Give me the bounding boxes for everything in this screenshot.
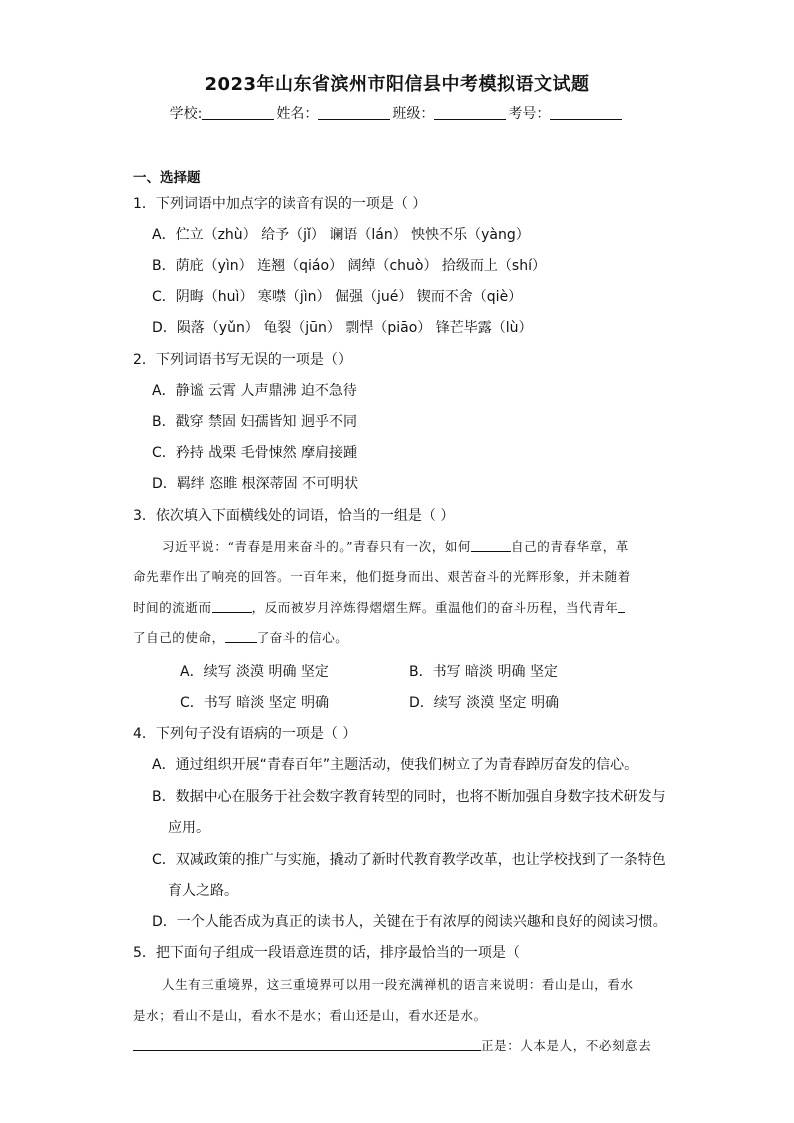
q4-option-b-cont: 应用。 [168, 820, 210, 836]
q2-stem: 2．下列词语书写无误的一项是（） [133, 352, 352, 368]
q5-blank [133, 1038, 481, 1051]
q5-stem: 5．把下面句子组成一段语意连贯的话，排序最恰当的一项是（ [133, 945, 520, 961]
q1-stem: 1．下列词语中加点字的读音有误的一项是（ ） [133, 196, 427, 212]
q3-passage-line-2: 命先辈作出了响亮的回答。一百年来，他们挺身而出、艰苦奋斗的光辉形象，并未随着 [133, 569, 631, 584]
q3-passage-text: 自己的青春华章，革 [511, 539, 629, 554]
exam-no-label: 考号： [508, 106, 551, 122]
name-label: 姓名： [276, 106, 319, 122]
q4-option-d: D．一个人能否成为真正的读书人，关键在于有浓厚的阅读兴趣和良好的阅读习惯。 [152, 914, 667, 930]
q3-passage-text: 了奋斗的信心。 [256, 630, 349, 645]
q1-option-a: A．伫立（zhù） 给予（jǐ） 谰语（lán） 怏怏不乐（yàng） [152, 227, 530, 243]
q2-option-a: A．静谧 云霄 人声鼎沸 迫不急待 [152, 383, 357, 399]
q4-stem: 4．下列句子没有语病的一项是（ ） [133, 726, 357, 742]
q5-passage-line-1: 人生有三重境界，这三重境界可以用一段充满禅机的语言来说明：看山是山，看水 [162, 977, 634, 992]
name-blank[interactable] [318, 105, 390, 120]
q3-passage-line-3 [133, 598, 625, 616]
q3-passage-text: 习近平说：“青春是用来奋斗的。”青春只有一次，如何 [162, 539, 472, 554]
q2-option-c: C．矜持 战栗 毛骨悚然 摩肩接踵 [152, 445, 358, 461]
q4-option-c: C．双减政策的推广与实施，撬动了新时代教育教学改革，也让学校找到了一条特色 [152, 852, 666, 868]
class-label: 班级： [392, 106, 435, 122]
class-blank[interactable] [434, 105, 506, 120]
q3-passage-text: ，反而被岁月淬炼得熠熠生辉。重温他们的奋斗历程，当代青年 [251, 600, 619, 615]
q3-option-c: C．书写 暗淡 坚定 明确 [180, 695, 330, 711]
q3-blank-3 [618, 600, 625, 613]
q3-passage-line-1 [162, 537, 629, 555]
section-heading: 一、选择题 [133, 170, 201, 186]
exam-no-blank[interactable] [550, 105, 622, 120]
q1-option-c: C．阴晦（huì） 寒噤（jìn） 倔强（jué） 锲而不舍（qiè） [152, 289, 523, 305]
q5-passage-line-3 [133, 1036, 651, 1054]
q5-passage-text: 正是：人本是人，不必刻意去 [481, 1038, 652, 1053]
q2-option-b: B．戳穿 禁固 妇孺皆知 迥乎不同 [152, 414, 357, 430]
exam-title: 2023年山东省滨州市阳信县中考模拟语文试题 [204, 74, 590, 95]
q4-option-b: B．数据中心在服务于社会数字教育转型的同时，也将不断加强自身数字技术研发与 [152, 789, 666, 805]
q3-stem: 3．依次填入下面横线处的词语，恰当的一组是（ ） [133, 508, 455, 524]
q3-blank-2 [212, 600, 252, 613]
q4-option-c-cont: 育人之路。 [168, 883, 238, 899]
q4-option-a: A．通过组织开展“青春百年”主题活动，使我们树立了为青春踔厉奋发的信心。 [152, 757, 639, 773]
q5-passage-line-2: 是水；看山不是山，看水不是水；看山还是山，看水还是水。 [133, 1008, 487, 1023]
q2-option-d: D．羁绊 恣睢 根深蒂固 不可明状 [152, 476, 359, 492]
q3-passage-text: 了自己的使命， [133, 630, 225, 645]
q3-passage-text: 时间的流逝而 [133, 600, 212, 615]
q1-option-b: B．荫庇（yìn） 连翘（qiáo） 阔绰（chuò） 拾级而上（shí） [152, 258, 546, 274]
school-label: 学校: [169, 106, 203, 122]
q3-blank-1 [471, 539, 511, 552]
q3-passage-line-4 [133, 628, 348, 646]
school-blank[interactable] [202, 105, 274, 120]
q3-option-b: B．书写 暗淡 明确 坚定 [409, 664, 558, 680]
q3-option-a: A．续写 淡漠 明确 坚定 [180, 664, 329, 680]
q1-option-d: D．陨落（yǔn） 龟裂（jūn） 剽悍（piāo） 锋芒毕露（lù） [152, 320, 533, 336]
q3-option-d: D．续写 淡漠 坚定 明确 [409, 695, 560, 711]
student-info-row [0, 103, 794, 123]
q3-blank-4 [225, 630, 257, 643]
